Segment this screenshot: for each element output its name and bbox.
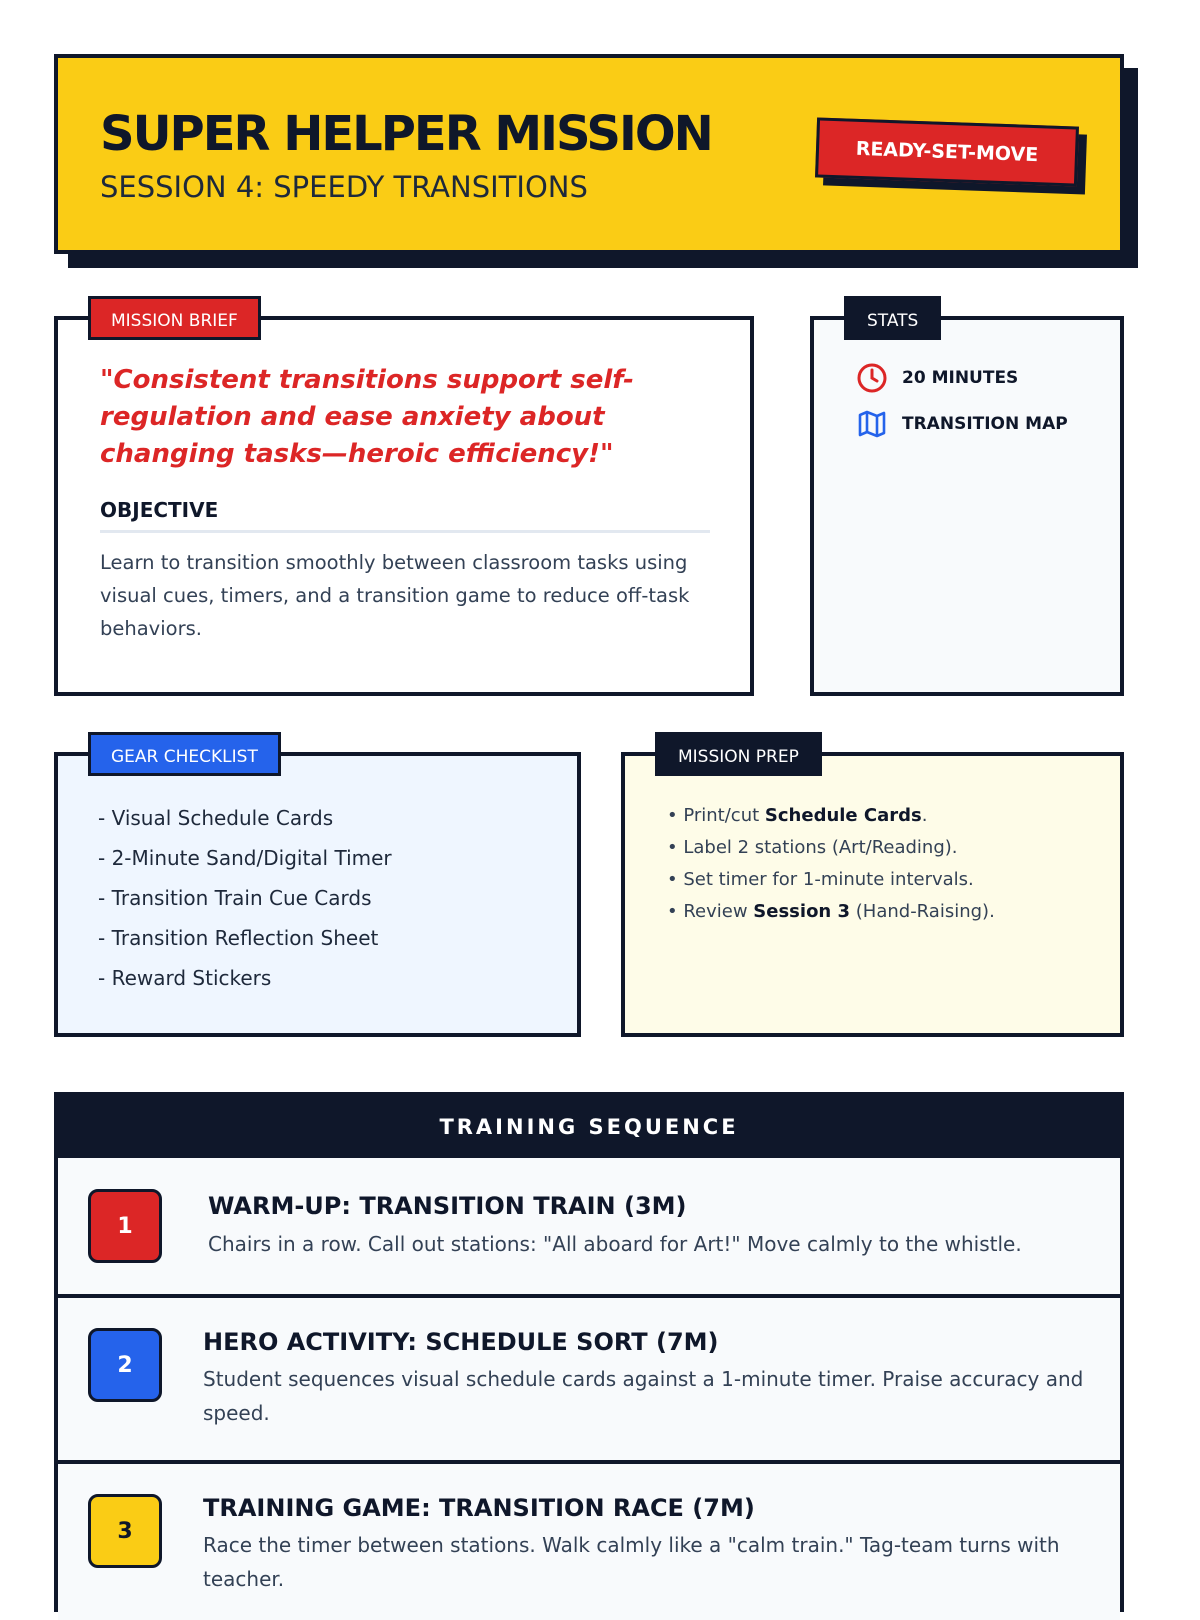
objective-heading: OBJECTIVE <box>100 498 710 533</box>
stat-map <box>856 408 1068 440</box>
gear-checklist-panel <box>54 747 581 1037</box>
prep-item: • Label 2 stations (Art/Reading). <box>667 837 958 858</box>
step-number-badge: 3 <box>88 1494 162 1568</box>
step-number-badge: 2 <box>88 1328 162 1402</box>
stat-map-label: TRANSITION MAP <box>902 414 1068 434</box>
gear-item: - Transition Train Cue Cards <box>98 886 372 910</box>
mission-header <box>54 54 1124 254</box>
page-title: SUPER HELPER MISSION <box>100 106 712 162</box>
training-step-1 <box>58 1158 1120 1294</box>
header-card <box>54 54 1124 254</box>
step-description: Student sequences visual schedule cards against a 1-minute timer. Praise accuracy and speed. <box>203 1367 1084 1425</box>
stat-duration-label: 20 MINUTES <box>902 368 1019 388</box>
prep-item: • Print/cut Schedule Cards. <box>667 805 928 826</box>
prep-item: • Review Session 3 (Hand-Raising). <box>667 901 995 922</box>
gear-list <box>98 798 392 998</box>
prep-list <box>667 800 995 928</box>
training-step-3 <box>58 1460 1120 1620</box>
gear-item: - Visual Schedule Cards <box>98 806 334 830</box>
prep-item: • Set timer for 1-minute intervals. <box>667 869 974 890</box>
stats-tag: STATS <box>844 296 941 340</box>
step-description: Chairs in a row. Call out stations: "All aboard for Art!" Move calmly to the whistle. <box>208 1232 1022 1256</box>
gear-item: - Reward Stickers <box>98 966 272 990</box>
mission-brief-panel <box>54 311 754 696</box>
step-title: WARM-UP: TRANSITION TRAIN (3M) <box>208 1192 687 1220</box>
training-step-2 <box>58 1294 1120 1460</box>
step-title: TRAINING GAME: TRANSITION RACE (7M) <box>203 1494 755 1522</box>
gear-checklist-tag: GEAR CHECKLIST <box>88 732 281 776</box>
mission-prep-tag: MISSION PREP <box>655 732 822 776</box>
step-title: HERO ACTIVITY: SCHEDULE SORT (7M) <box>203 1328 719 1356</box>
mission-brief-tag: MISSION BRIEF <box>88 296 261 340</box>
page-subtitle: SESSION 4: SPEEDY TRANSITIONS <box>100 170 588 204</box>
step-number-badge: 1 <box>88 1189 162 1263</box>
mission-prep-panel <box>621 747 1124 1037</box>
training-sequence-heading: TRAINING SEQUENCE <box>58 1096 1120 1158</box>
objective-text: Learn to transition smoothly between classroom tasks using visual cues, timers, and a transition game to reduce off-task behaviors. <box>100 551 690 640</box>
gear-item: - 2-Minute Sand/Digital Timer <box>98 846 392 870</box>
stat-duration <box>856 362 1018 394</box>
step-description: Race the timer between stations. Walk calmly like a "calm train." Tag-team turns with teacher. <box>203 1533 1060 1591</box>
mission-quote: "Consistent transitions support self-regulation and ease anxiety about changing tasks—heroic efficiency!" <box>100 365 634 469</box>
training-sequence <box>54 1092 1124 1612</box>
gear-item: - Transition Reflection Sheet <box>98 926 379 950</box>
ready-set-move-stamp: READY-SET-MOVE <box>815 117 1079 186</box>
map-icon <box>856 408 888 440</box>
stats-panel <box>810 311 1124 696</box>
clock-icon <box>856 362 888 394</box>
